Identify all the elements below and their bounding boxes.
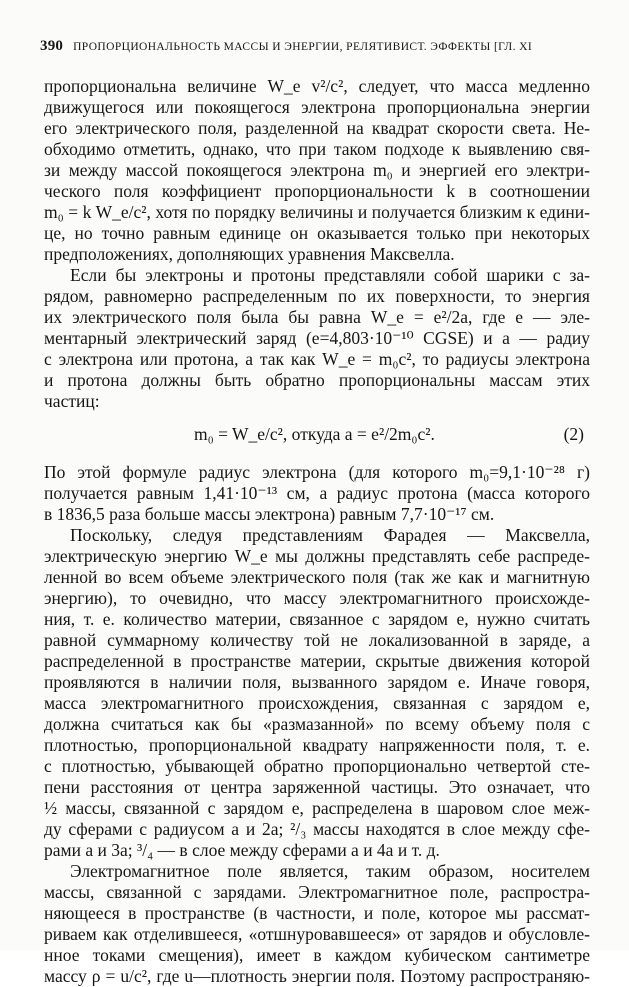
- text-line: ческого поля коэффициент пропорциональности k в соотношении: [44, 181, 590, 201]
- text-line: электрическую энергию W_e мы должны представлять себе распреде-: [44, 546, 590, 566]
- text-line: распределенной в пространстве материи, скрытые движения которой: [44, 651, 590, 671]
- text-line: ментарный электрический заряд (e=4,803·10⁻¹⁰ CGSE) и a — радиу: [44, 328, 590, 348]
- text-line: ленной во всем объеме электрического поля (так же как и магнитную: [44, 567, 590, 587]
- text-line: в 1836,5 раза больше массы электрона) равным 7,7·10⁻¹⁷ см.: [44, 504, 495, 524]
- paragraph-3: [44, 462, 590, 525]
- text-line: равной суммарному количеству той не локализованной в заряде, а: [44, 630, 590, 650]
- text-line: пени расстояния от центра заряженной частицы. Это означает, что: [44, 777, 590, 797]
- text-line: риваем как отделившееся, «отшнуровавшееся» от зарядов и обусловле-: [44, 924, 590, 944]
- text-line: ½ массы, связанной с зарядом e, распределена в шаровом слое меж-: [44, 798, 590, 818]
- text-line: обходимо отметить, однако, что при таком подходе к выявлению свя-: [44, 139, 590, 159]
- text-line: их электрического поля была бы равна W_e = e²/2a, где e — эле-: [44, 307, 590, 327]
- equation-2: [44, 414, 590, 458]
- text-line: с электрона или протона, а так как W_e = m₀c², то радиусы электрона: [44, 349, 590, 369]
- text-line: Если бы электроны и протоны представляли собой шарики с за-: [70, 265, 590, 285]
- text-line: массы, связанной с зарядами. Электромагнитное поле, распростра-: [44, 882, 590, 902]
- text-line: энергию), то очевидно, что массу электромагнитного происхожде-: [44, 588, 590, 608]
- text-line: проявляются в наличии поля, вызванного зарядом e. Иначе говоря,: [44, 672, 590, 692]
- paragraph-2: [44, 265, 590, 412]
- text-line: це, но точно равным единице он оказывается только при некоторых: [44, 223, 590, 243]
- page-body: [44, 76, 590, 987]
- text-line: масса электромагнитного происхождения, связанная с зарядом e,: [44, 693, 590, 713]
- running-title: ПРОПОРЦИОНАЛЬНОСТЬ МАССЫ И ЭНЕРГИИ, РЕЛЯТИВИСТ. ЭФФЕКТЫ [ГЛ. XI: [73, 41, 533, 53]
- text-line: предположениях, дополняющих уравнения Максвелла.: [44, 244, 455, 264]
- page-number: 390: [40, 38, 64, 54]
- text-line: должна считаться как бы «размазанной» по всему объему поля с: [44, 714, 590, 734]
- text-line: его электрического поля, разделенной на квадрат скорости света. Не-: [44, 118, 590, 138]
- text-line: Поскольку, следуя представлениям Фарадея — Максвелла,: [70, 525, 590, 545]
- text-line: ния, т. е. количество материи, связанное с зарядом e, нужно считать: [44, 609, 590, 629]
- text-line: m₀ = k W_e/c², хотя по порядку величины и получается близким к едини-: [44, 202, 590, 222]
- paragraph-5: [44, 861, 590, 987]
- text-line: няющееся в пространстве (в частности, и поле, которое мы рассмат-: [44, 903, 590, 923]
- text-line: рядом, равномерно распределенным по их поверхности, то энергия: [44, 286, 590, 306]
- paragraph-4: [44, 525, 590, 861]
- paragraph-1: [44, 76, 590, 265]
- text-line: зи между массой покоящегося электрона m₀ и энергией его электри-: [44, 160, 590, 180]
- text-line: получается равным 1,41·10⁻¹³ см, а радиус протона (масса которого: [44, 483, 590, 503]
- text-line: По этой формуле радиус электрона (для которого m₀=9,1·10⁻²⁸ г): [44, 462, 590, 482]
- text-line: рами a и 3a; ³/₄ — в слое между сферами a и 4a и т. д.: [44, 840, 440, 860]
- text-line: пропорциональна величине W_e v²/c², следует, что масса медленно: [44, 76, 590, 96]
- text-line: ду сферами с радиусом a и 2a; ²/₃ массы находятся в слое между сфе-: [44, 819, 590, 839]
- page-header: [40, 36, 600, 57]
- text-line: и протона должны быть обратно пропорциональны массам этих: [44, 370, 590, 390]
- equation-body: m₀ = W_e/c², откуда a = e²/2m₀c².: [194, 424, 435, 444]
- text-line: плотностью, пропорциональной квадрату напряженности поля, т. е.: [44, 735, 590, 755]
- text-line: с плотностью, убывающей обратно пропорционально четвертой сте-: [44, 756, 590, 776]
- text-line: частиц:: [44, 391, 100, 411]
- text-line: нное токами смещения), имеет в каждом кубическом сантиметре: [44, 945, 590, 965]
- text-line: массу ρ = u/c², где u—плотность энергии поля. Поэтому распространяю-: [44, 966, 590, 986]
- text-line: движущегося или покоящегося электрона пропорциональна энергии: [44, 97, 590, 117]
- text-line: Электромагнитное поле является, таким образом, носителем: [70, 861, 590, 881]
- equation-number: (2): [563, 424, 584, 444]
